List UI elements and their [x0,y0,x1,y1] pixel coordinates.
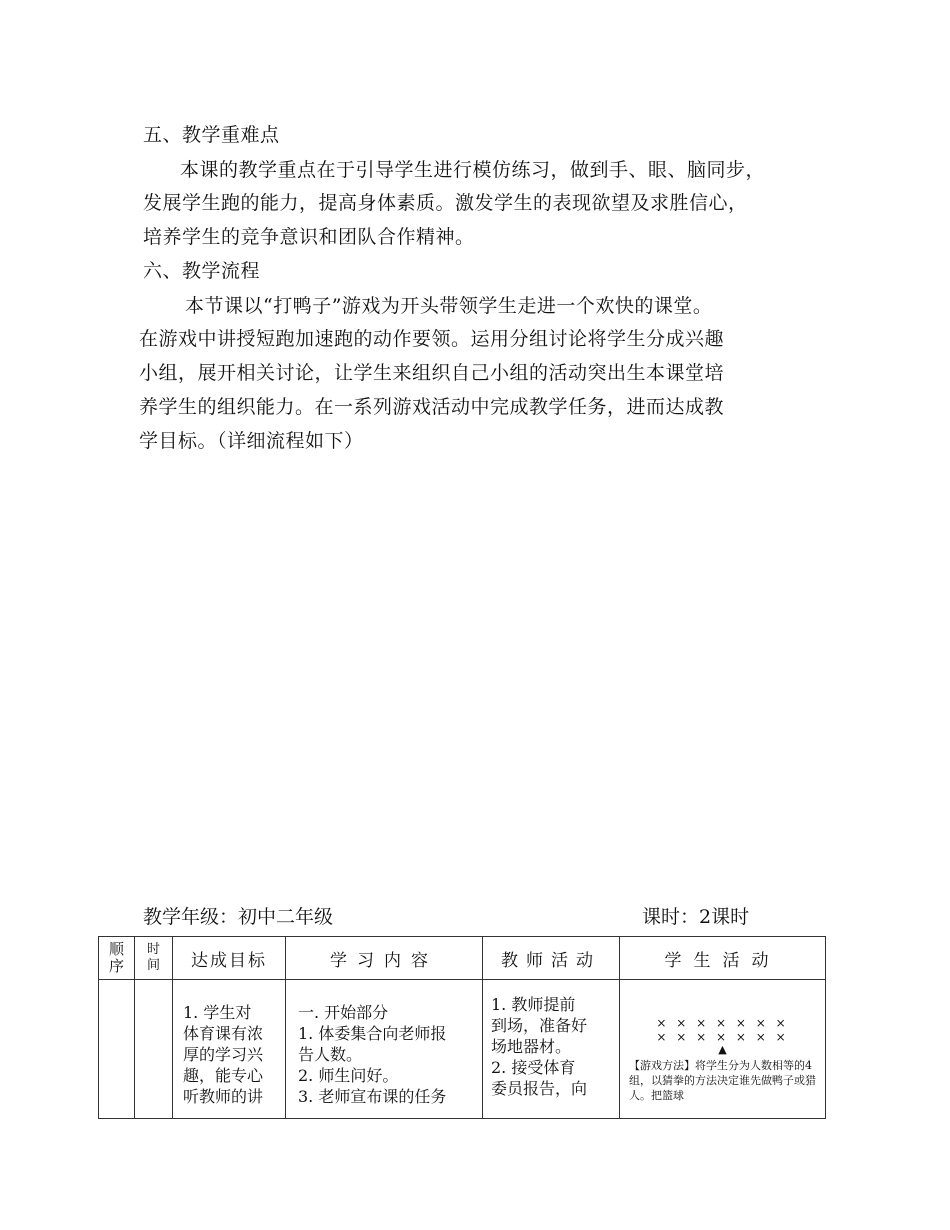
goal-cell [173,980,286,1119]
content-line: 3. 老师宣布课的任务 [298,1087,447,1106]
goal-line: 厚的学习兴 [183,1045,264,1064]
teacher-position-icon: ▲ [718,1043,727,1056]
header-goal: 达成目标 [173,937,286,980]
section5-paragraph-line: 发展学生跑的能力，提高身体素质。激发学生的表现欲望及求胜信心， [143,192,748,214]
formation-diagram [620,980,825,1044]
teacher-line: 委员报告，向 [491,1079,588,1098]
section6-paragraph-line: 养学生的组织能力。在一系列游戏活动中完成教学任务，进而达成教 [139,396,725,418]
student-row-marks: × × × × × × × [656,1030,789,1044]
time-cell [135,980,173,1119]
header-order: 顺序 [99,937,135,980]
teacher-line: 到场，准备好 [491,1016,588,1035]
section6-heading: 六、教学流程 [143,260,261,282]
lesson-plan-table [98,936,826,1119]
goal-line: 1. 学生对 [183,1003,252,1022]
teacher-line: 2. 接受体育 [491,1058,576,1077]
class-hours: 课时：2课时 [642,906,750,928]
table-row [99,980,826,1119]
section5-paragraph-line: 培养学生的竞争意识和团队合作精神。 [143,226,475,248]
student-row-marks: × × × × × × × [656,1016,789,1030]
goal-line: 体育课有浓 [183,1024,264,1043]
section5-paragraph-line: 本课的教学重点在于引导学生进行模仿练习，做到手、眼、脑同步， [180,159,766,181]
header-teacher: 教师活动 [483,937,620,980]
content-cell [286,980,483,1119]
student-activity-cell [620,980,826,1119]
content-line: 2. 师生问好。 [298,1066,399,1085]
section5-heading: 五、教学重难点 [143,124,280,146]
order-cell [99,980,135,1119]
table-header-row [99,937,826,980]
section6-paragraph-line: 在游戏中讲授短跑加速跑的动作要领。运用分组讨论将学生分成兴趣 [139,328,725,350]
header-content: 学习内容 [286,937,483,980]
section6-paragraph-line: 学目标。（详细流程如下） [139,430,364,452]
teaching-grade: 教学年级：初中二年级 [143,906,334,928]
content-line: 一. 开始部分 [298,1003,389,1022]
content-line: 1. 体委集合向老师报 [298,1024,447,1043]
header-time: 时间 [135,937,173,980]
section6-paragraph-line: 小组，展开相关讨论，让学生来组织自己小组的活动突出生本课堂培 [139,362,725,384]
teacher-activity-cell [483,980,620,1119]
content-line: 告人数。 [298,1045,363,1064]
teacher-line: 1. 教师提前 [491,995,576,1014]
header-student: 学生活动 [620,937,826,980]
teacher-line: 场地器材。 [491,1037,572,1056]
section6-paragraph-line: 本节课以“打鸭子”游戏为开头带领学生走进一个欢快的课堂。 [185,295,713,317]
goal-line: 趣，能专心 [183,1066,264,1085]
game-method-text: 【游戏方法】将学生分为人数相等的4组，以猜拳的方法决定谁先做鸭子或猎人。把篮球 [629,1059,816,1102]
goal-line: 听教师的讲 [183,1087,264,1106]
